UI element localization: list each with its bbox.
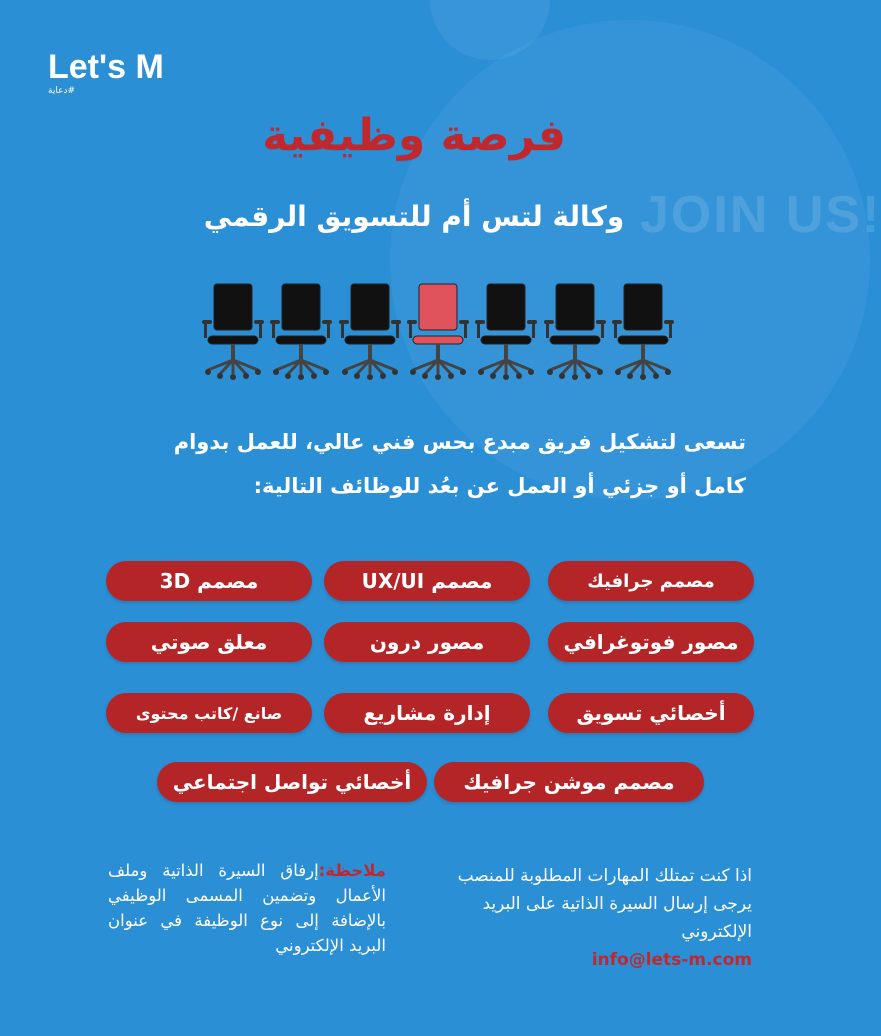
note-text: إرفاق السيرة الذاتية وملف الأعمال وتضمين المسمى الوظيفي بالإضافة إلى نوع الوظيفة في عنوان البريد الإلكتروني <box>108 861 386 955</box>
office-chair-icon <box>337 282 403 382</box>
job-pill-social-media-specialist: أخصائي تواصل اجتماعي <box>157 762 427 802</box>
job-pill-graphic-designer: مصمم جرافيك <box>548 561 754 601</box>
office-chair-highlighted-icon <box>405 282 471 382</box>
office-chair-icon <box>200 282 266 382</box>
job-pill-photographer: مصور فوتوغرافي <box>548 622 754 662</box>
job-pill-content-creator: صانع /كاتب محتوى <box>106 693 312 733</box>
job-pill-ux-ui-designer: مصمم UX/UI <box>324 561 530 601</box>
office-chairs-illustration <box>200 282 676 382</box>
job-pill-motion-graphic-designer: مصمم موشن جرافيك <box>434 762 704 802</box>
contact-block <box>432 862 752 974</box>
headline: فرصة وظيفية <box>262 110 566 161</box>
job-pill-marketing-specialist: أخصائي تسويق <box>548 693 754 733</box>
logo-subtext: #دعاية <box>48 86 75 96</box>
note-block <box>108 858 386 958</box>
intro-text <box>66 420 746 508</box>
office-chair-icon <box>610 282 676 382</box>
subheadline: وكالة لتس أم للتسويق الرقمي <box>203 200 625 233</box>
office-chair-icon <box>268 282 334 382</box>
job-pill-3d-designer: مصمم 3D <box>106 561 312 601</box>
job-pill-drone-photographer: مصور درون <box>324 622 530 662</box>
office-chair-icon <box>473 282 539 382</box>
contact-line-2: يرجى إرسال السيرة الذاتية على البريد الإلكتروني <box>482 894 752 942</box>
job-pill-voice-over: معلق صوتي <box>106 622 312 662</box>
intro-line-1: تسعى لتشكيل فريق مبدع بحس فني عالي، للعمل بدوام <box>173 430 746 454</box>
brand-logo <box>48 50 164 96</box>
note-label: ملاحظة: <box>318 861 386 880</box>
logo-text: Let's M <box>48 48 164 86</box>
join-us-watermark: JOIN US! <box>640 186 881 244</box>
office-chair-icon <box>542 282 608 382</box>
contact-line-1: اذا كنت تمتلك المهارات المطلوبة للمنصب <box>457 866 752 886</box>
job-pill-project-management: إدارة مشاريع <box>324 693 530 733</box>
contact-email-link[interactable]: info@lets-m.com <box>591 950 752 970</box>
intro-line-2: كامل أو جزئي أو العمل عن بعُد للوظائف التالية: <box>253 474 746 498</box>
